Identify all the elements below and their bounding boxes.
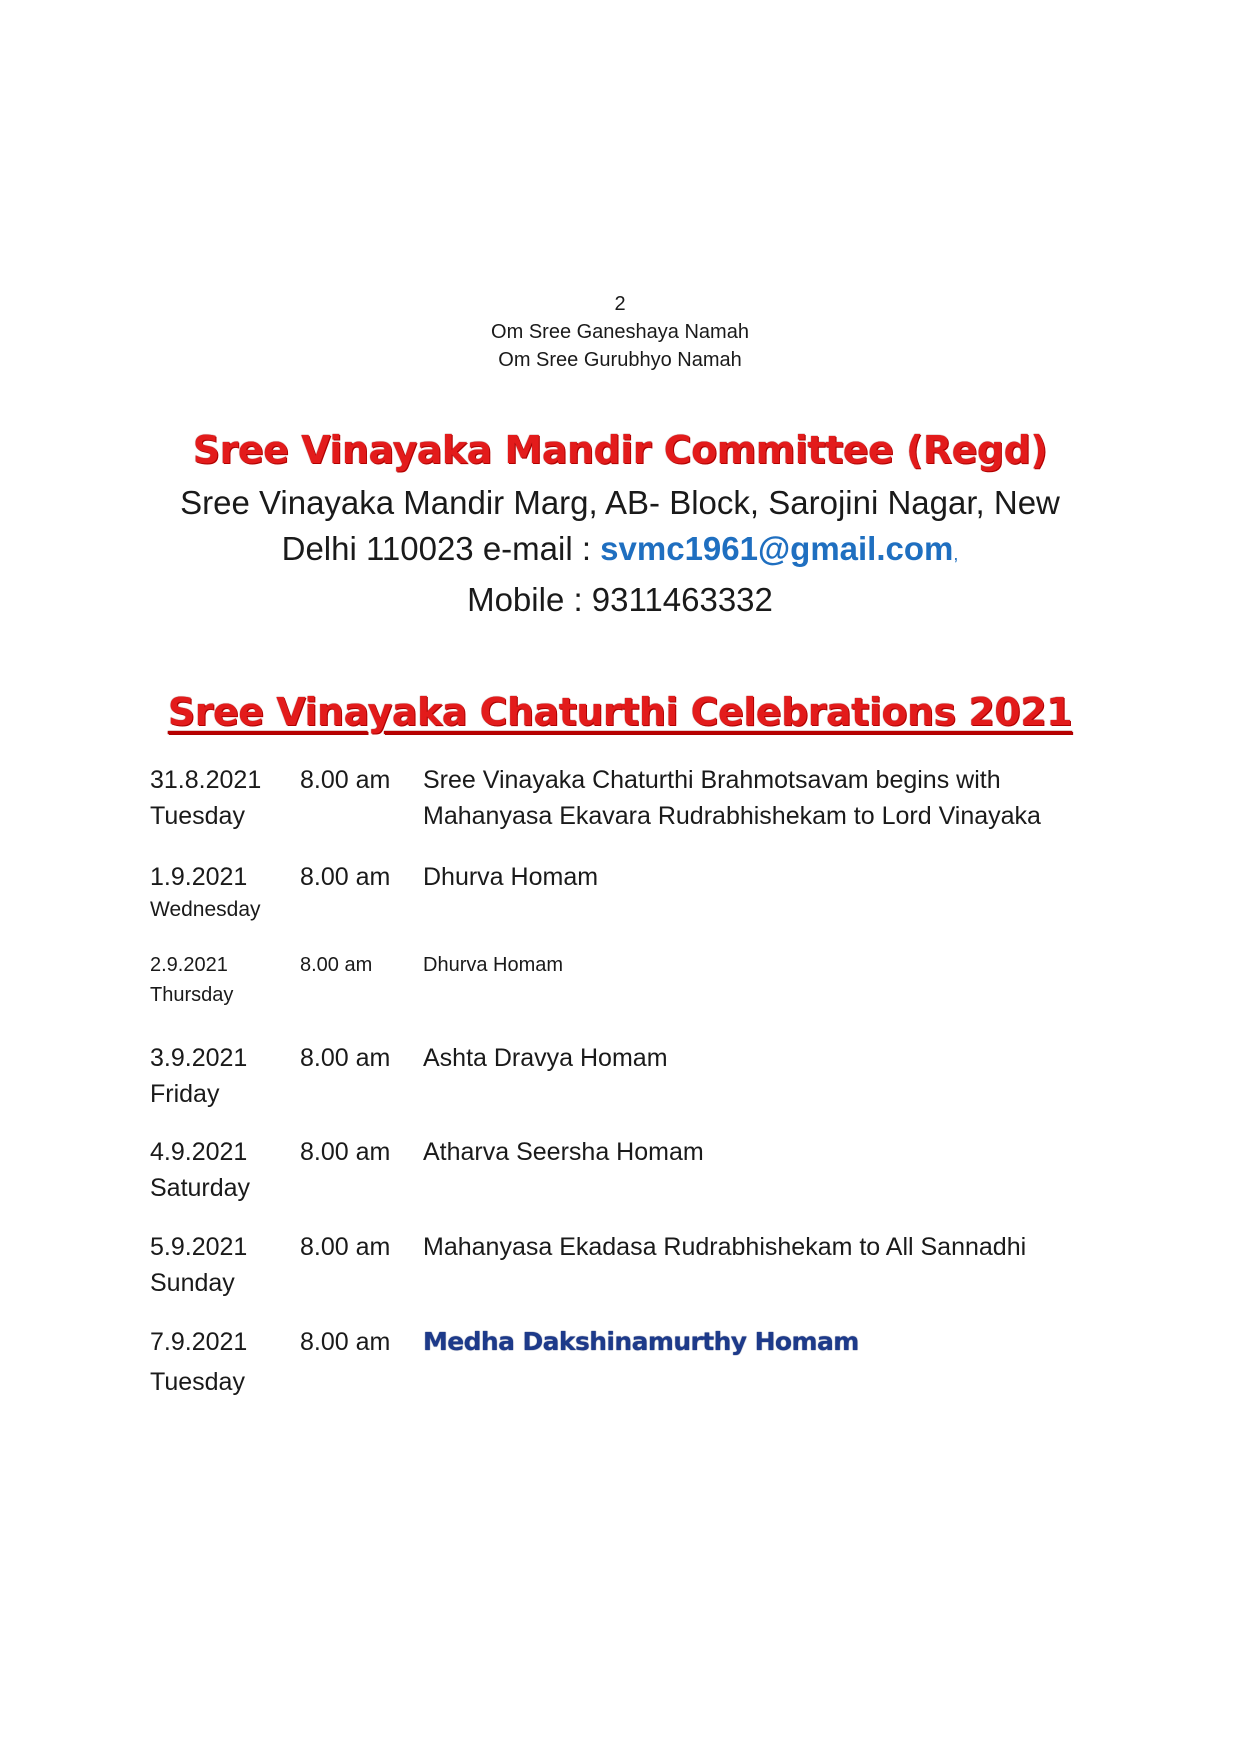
invocation-ganesha: Om Sree Ganeshaya Namah: [491, 321, 749, 343]
date-value: 5.9.2021: [150, 1233, 248, 1261]
mobile-number: Mobile : 9311463332: [467, 581, 773, 618]
schedule-date: [150, 1040, 300, 1112]
schedule-description: Mahanyasa Ekadasa Rudrabhishekam to All Sannadhi: [423, 1233, 1027, 1261]
schedule-time: 8.00 am: [300, 1044, 391, 1072]
schedule-time: 8.00 am: [300, 1138, 391, 1166]
day-value: Friday: [150, 1080, 220, 1108]
event-title: Sree Vinayaka Chaturthi Celebrations 2021: [167, 690, 1073, 734]
schedule-description: Dhurva Homam: [423, 863, 599, 891]
invocation-guru: Om Sree Gurubhyo Namah: [498, 349, 742, 371]
schedule-date: [150, 859, 300, 925]
address-line-2: [0, 526, 1240, 577]
address-block: [0, 480, 1240, 623]
date-value: 1.9.2021: [150, 863, 248, 891]
description-line: Mahanyasa Ekavara Rudrabhishekam to Lord Vinayaka: [423, 802, 1041, 830]
email-link[interactable]: svmc1961@gmail.com: [600, 530, 954, 567]
page-header: [0, 290, 1240, 374]
schedule-description: [423, 762, 1113, 834]
schedule-date: [150, 762, 300, 834]
schedule-time: 8.00 am: [300, 1328, 391, 1356]
day-value: Sunday: [150, 1269, 235, 1297]
schedule-time: 8.00 am: [300, 954, 373, 976]
address-line-1: Sree Vinayaka Mandir Marg, AB- Block, Sarojini Nagar, New: [180, 484, 1060, 521]
schedule-description: Dhurva Homam: [423, 954, 564, 976]
day-value: Tuesday: [150, 1368, 245, 1396]
schedule-time: 8.00 am: [300, 1233, 391, 1261]
email-comma: ,: [953, 544, 959, 564]
date-value: 31.8.2021: [150, 766, 262, 794]
organization-name: Sree Vinayaka Mandir Committee (Regd): [192, 428, 1048, 472]
schedule-date: [150, 950, 300, 1010]
schedule-description-highlight: Medha Dakshinamurthy Homam: [423, 1327, 859, 1356]
description-line: Sree Vinayaka Chaturthi Brahmotsavam begins with: [423, 766, 1001, 794]
date-value: 3.9.2021: [150, 1044, 248, 1072]
date-value: 2.9.2021: [150, 954, 228, 976]
schedule-description: Ashta Dravya Homam: [423, 1044, 668, 1072]
schedule-date: [150, 1229, 300, 1301]
address-prefix: Delhi 110023 e-mail :: [281, 530, 601, 567]
date-value: 4.9.2021: [150, 1138, 248, 1166]
page-number: 2: [614, 293, 626, 315]
organization-block: [0, 428, 1240, 472]
date-value: 7.9.2021: [150, 1328, 248, 1356]
day-value: Saturday: [150, 1174, 251, 1202]
day-value: Tuesday: [150, 802, 245, 830]
schedule-date: [150, 1324, 300, 1400]
schedule-time: 8.00 am: [300, 863, 391, 891]
schedule-date: [150, 1134, 300, 1206]
day-value: Wednesday: [150, 898, 261, 921]
schedule-description: Atharva Seersha Homam: [423, 1138, 704, 1166]
day-value: Thursday: [150, 984, 234, 1006]
event-title-block: [0, 690, 1240, 734]
schedule-time: 8.00 am: [300, 766, 391, 794]
